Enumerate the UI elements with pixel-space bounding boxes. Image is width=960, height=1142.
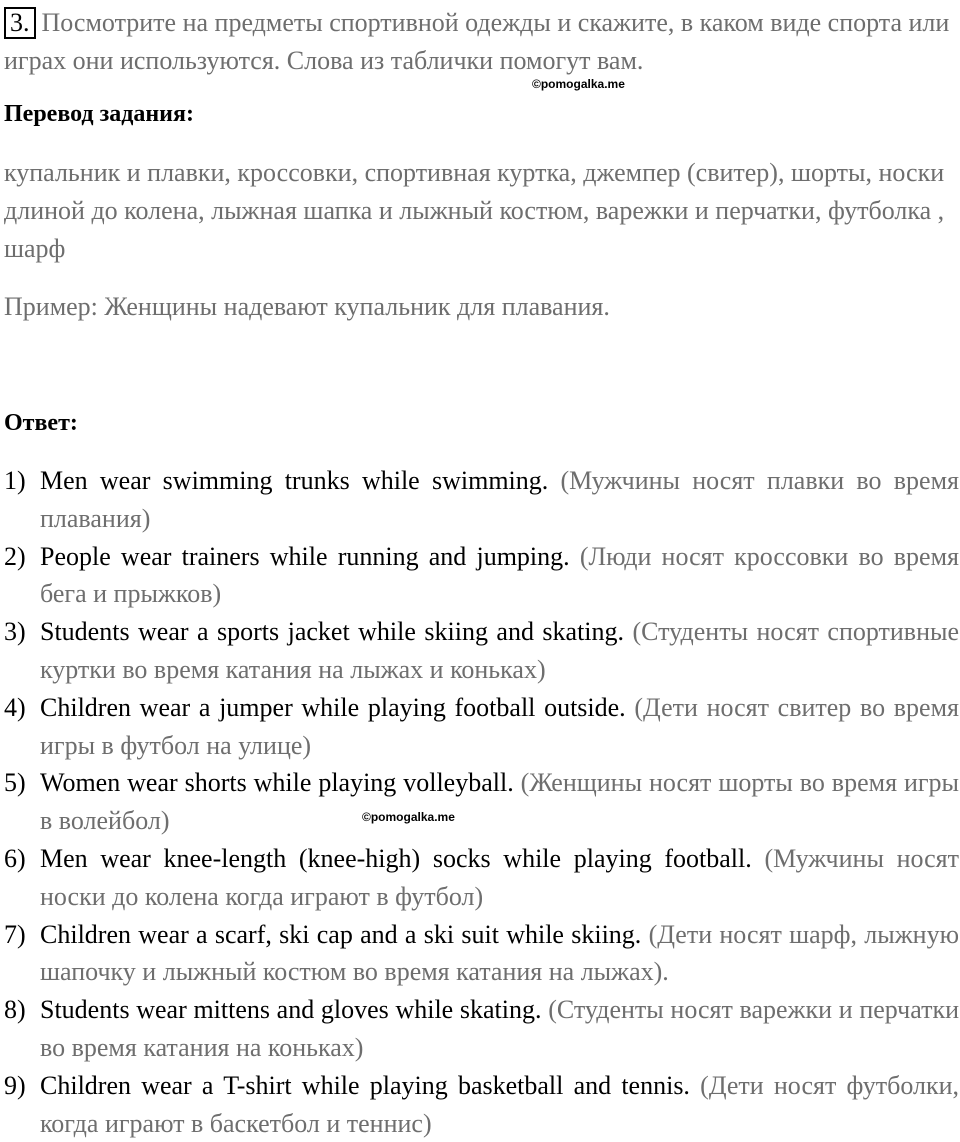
item-body — [40, 613, 959, 689]
russian-translation: (Женщины носят шорты во время игры в волейбол) — [40, 768, 959, 836]
list-item — [4, 916, 959, 992]
russian-translation: (Дети носят футболки, когда играют в баскетбол и теннис) — [40, 1070, 959, 1138]
list-item — [4, 462, 959, 538]
item-number: 2) — [4, 541, 26, 571]
task-number: 3. — [4, 7, 36, 39]
item-number: 3) — [4, 617, 26, 647]
item-body — [40, 689, 959, 765]
item-body — [40, 462, 959, 538]
russian-translation: (Дети носят свитер во время игры в футбол на улице) — [40, 692, 959, 760]
item-number: 8) — [4, 995, 26, 1025]
item-body — [40, 840, 959, 916]
task-statement — [4, 4, 954, 80]
item-number: 1) — [4, 466, 26, 495]
english-sentence: Students wear a sports jacket while skiing and skating. — [40, 617, 625, 647]
english-sentence: Women wear shorts while playing volleyball. — [40, 768, 514, 798]
english-sentence: Men wear swimming trunks while swimming. — [40, 466, 549, 495]
item-number: 6) — [4, 843, 26, 873]
list-item — [4, 1067, 959, 1142]
list-item — [4, 689, 959, 765]
russian-translation: (Дети носят шарф, лыжную шапочку и лыжный костюм во время катания на лыжах). — [40, 919, 959, 987]
translation-words: купальник и плавки, кроссовки, спортивная куртка, джемпер (свитер), шорты, носки длиной до колена, лыжная шапка и лыжный костюм, варежки и перчатки, футболка , шарф — [4, 158, 945, 263]
translation-heading: Перевод задания: — [4, 101, 194, 127]
list-item — [4, 991, 959, 1067]
item-body — [40, 991, 959, 1067]
english-sentence: Students wear mittens and gloves while skating. — [40, 995, 542, 1025]
russian-translation: (Мужчины носят носки до колена когда играют в футбол) — [40, 843, 960, 911]
watermark: ©pomogalka.me — [532, 77, 625, 91]
english-sentence: Children wear a T-shirt while playing basketball and tennis. — [40, 1070, 690, 1100]
russian-translation: (Студенты носят спортивные куртки во время катания на лыжах и коньках) — [40, 617, 959, 684]
english-sentence: People wear trainers while running and jumping. — [40, 541, 570, 571]
item-number: 7) — [4, 919, 26, 949]
russian-translation: (Студенты носят варежки и перчатки во время катания на коньках) — [40, 995, 959, 1062]
list-item — [4, 613, 959, 689]
english-sentence: Children wear a jumper while playing football outside. — [40, 692, 626, 722]
english-sentence: Children wear a scarf, ski cap and a ski suit while skiing. — [40, 919, 642, 949]
english-sentence: Men wear knee-length (knee-high) socks while playing football. — [40, 843, 752, 873]
watermark: ©pomogalka.me — [362, 810, 455, 824]
item-body — [40, 916, 959, 992]
list-item — [4, 764, 959, 840]
item-body — [40, 764, 959, 840]
list-item — [4, 538, 959, 614]
answer-list — [4, 462, 959, 1142]
russian-translation: (Мужчины носят плавки во время плавания) — [40, 466, 959, 533]
russian-translation: (Люди носят кроссовки во время бега и прыжков) — [40, 541, 959, 609]
item-body — [40, 1067, 959, 1142]
item-number: 9) — [4, 1070, 26, 1100]
example-sentence: Пример: Женщины надевают купальник для плавания. — [4, 292, 610, 321]
answer-heading: Ответ: — [4, 410, 78, 436]
item-number: 5) — [4, 768, 26, 798]
task-text: Посмотрите на предметы спортивной одежды и скажите, в каком виде спорта или играх они используются. Слова из таблички помогут вам. — [4, 8, 950, 75]
list-item — [4, 840, 959, 916]
item-body — [40, 538, 959, 614]
item-number: 4) — [4, 692, 26, 722]
